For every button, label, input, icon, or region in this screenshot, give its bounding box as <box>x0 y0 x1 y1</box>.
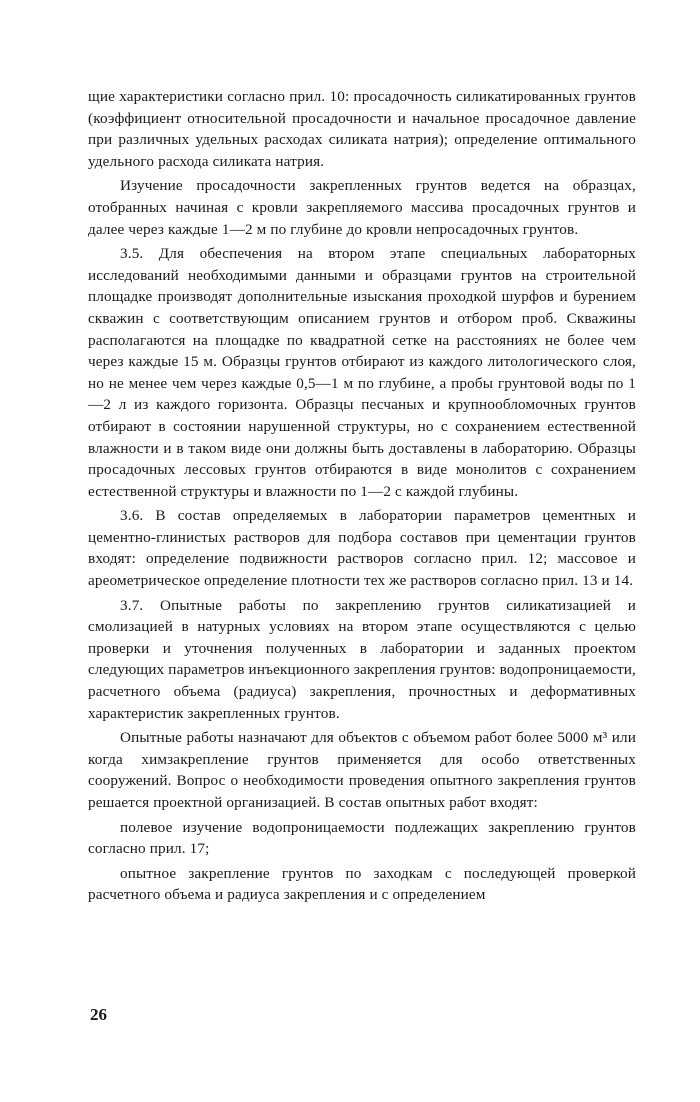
list-item-permeability: полевое изучение водопроницаемости подлежащих закреплению грунтов согласно прил. 17; <box>88 818 636 858</box>
paragraph-3-6: 3.6. В состав определяемых в лаборатории параметров цементных и цементно-глинистых растворов для подбора составов при цементации грунтов входят: определение подвижности растворов согласно прил. 12; массовое и ареометрическое определение плотности тех же растворов согласно прил. 13 и 14. <box>88 507 636 590</box>
paragraph-experimental-works: Опытные работы назначают для объектов с объемом работ более 5000 м³ или когда химзакрепление грунтов применяется для особо ответственных сооружений. Вопрос о необходимости проведения опытного закрепления грунтов решается проектной организацией. В состав опытных работ входят: <box>88 729 636 811</box>
list-item-experimental-fixing: опытное закрепление грунтов по заходкам с последующей проверкой расчетного объема и радиуса закрепления и с определением <box>88 864 636 904</box>
paragraph-1: щие характеристики согласно прил. 10: просадочность силикатированных грунтов (коэффициент относительной просадочности и начальное просадочное давление при различных удельных расходах силиката натрия); определение оптимального удельного расхода силиката натрия. <box>88 88 636 170</box>
page-number: 26 <box>90 1005 107 1024</box>
paragraph-3-5: 3.5. Для обеспечения на втором этапе специальных лабораторных исследований необходимыми данными и образцами грунтов на строительной площадке производят дополнительные изыскания проходкой шурфов и бурением скважин с соответствующим описанием грунтов и отбором проб. Скважины располагаются на площадке по квадратной сетке на расстояниях не более чем через каждые 15 м. Образцы грунтов отбирают из каждого литологического слоя, но не менее чем через каждые 0,5—1 м по глубине, а пробы грунтовой воды по 1—2 л из каждого горизонта. Образцы песчаных и крупнообломочных грунтов отбирают в состоянии нарушенной структуры, но с сохранением естественной влажности и в таком виде они должны быть доставлены в лабораторию. Образцы просадочных лессовых грунтов отбираются в виде монолитов с сохранением естественной структуры и влажности по 1—2 с каждой глубины. <box>88 245 636 500</box>
paragraph-2: Изучение просадочности закрепленных грунтов ведется на образцах, отобранных начиная с кровли закрепляемого массива просадочных грунтов и далее через каждые 1—2 м по глубине до кровли непросадочных грунтов. <box>88 177 636 238</box>
paragraph-3-7: 3.7. Опытные работы по закреплению грунтов силикатизацией и смолизацией в натурных условиях на втором этапе осуществляются с целью проверки и уточнения полученных в лаборатории и заданных проектом следующих параметров инъекционного закрепления грунтов: водопроницаемости, расчетного объема (радиуса) закрепления, прочностных и деформативных характеристик закрепленных грунтов. <box>88 596 636 722</box>
page-body <box>88 86 636 909</box>
